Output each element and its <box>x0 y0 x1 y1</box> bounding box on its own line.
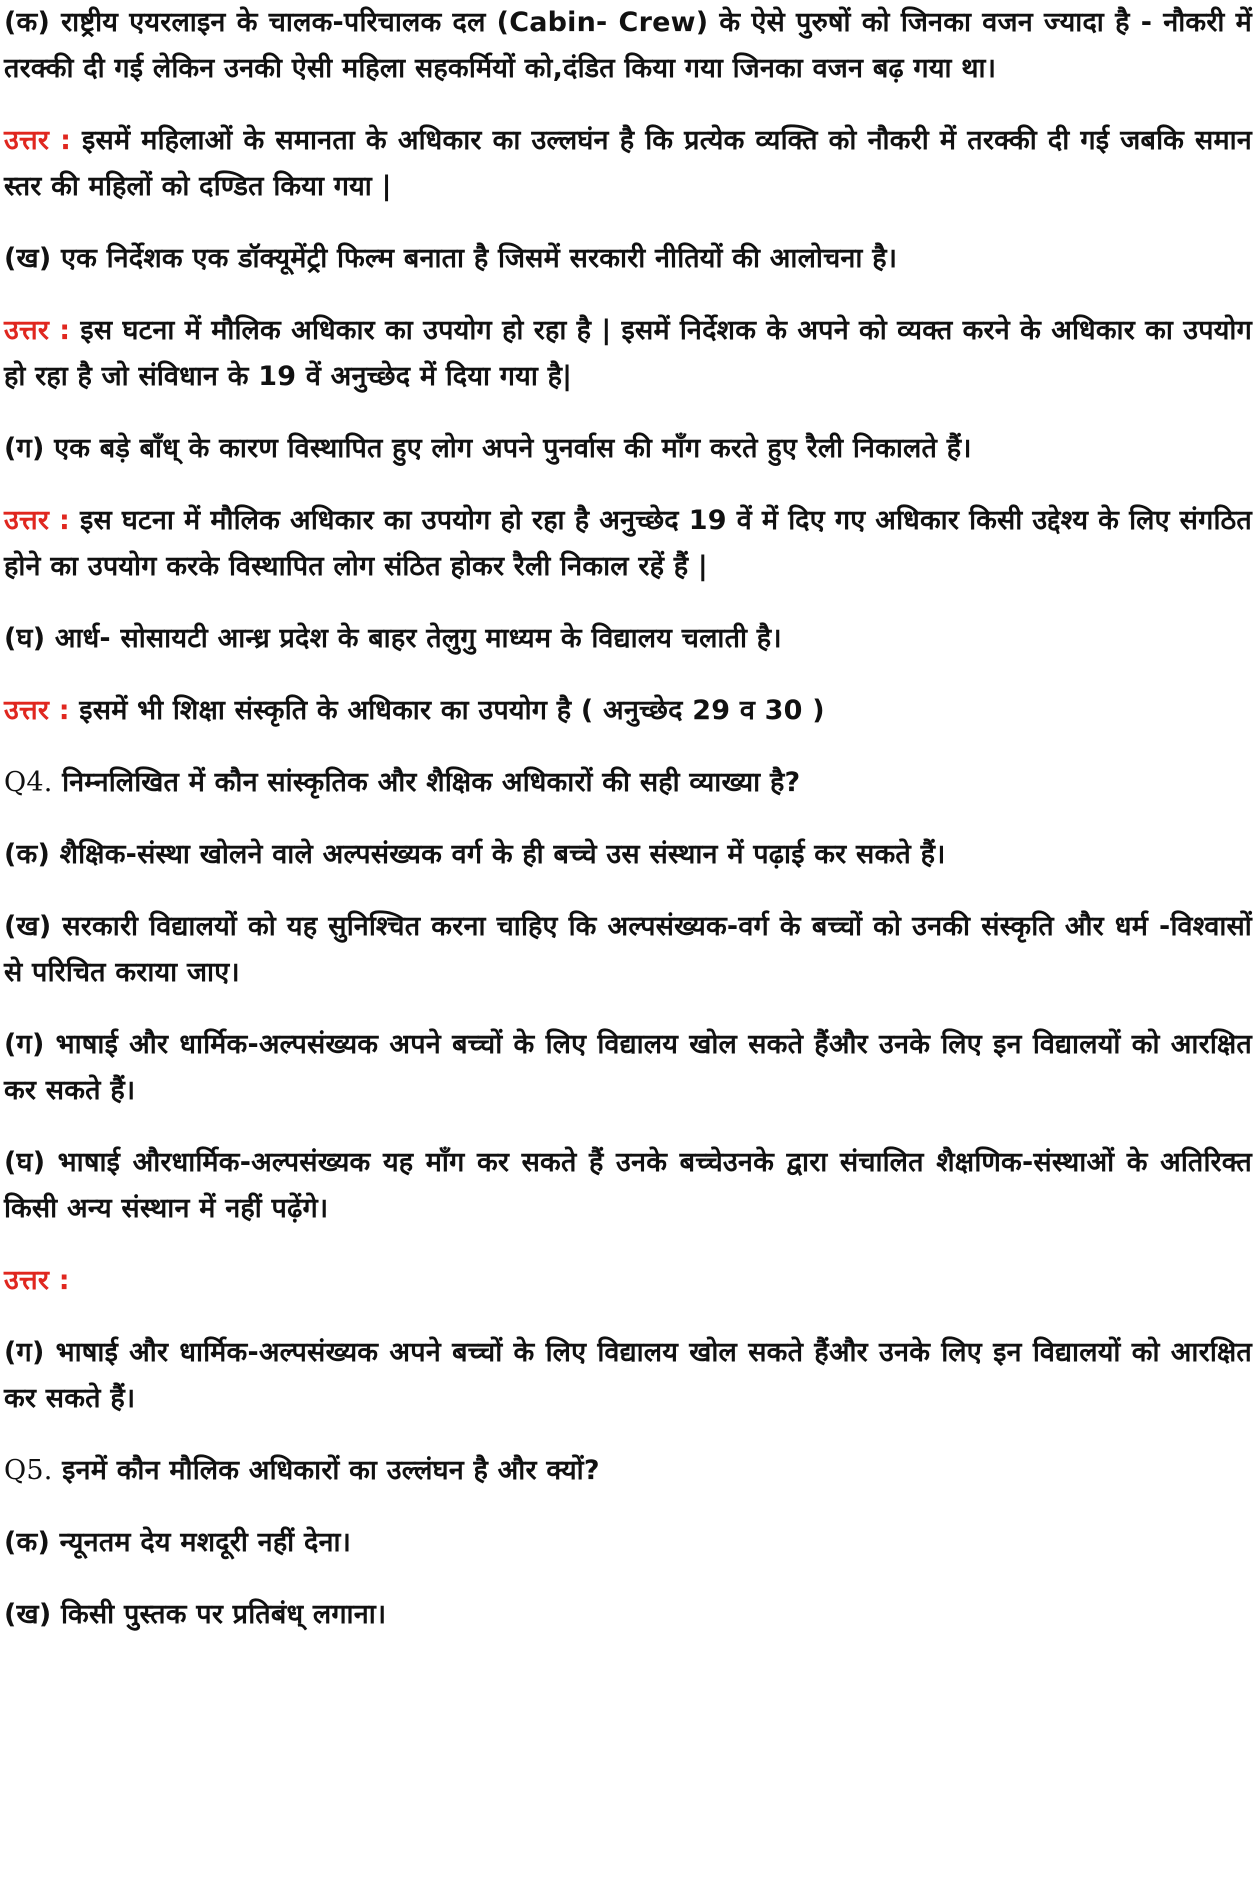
question-number: Q4. <box>4 767 53 798</box>
question-text: इनमें कौन मौलिक अधिकारों का उल्लंघन है और क्यों? <box>52 1455 600 1486</box>
q4-option-gha: (घ) भाषाई औरधार्मिक-अल्पसंख्यक यह माँग कर सकते हैं उनके बच्चेउनके द्वारा संचालित शैक्षणिक-संस्थाओं के अतिरिक्त किसी अन्य संस्थान में नहीं पढ़ेंगे। <box>4 1147 1252 1224</box>
q4-option-kha: (ख) सरकारी विद्यालयों को यह सुनिश्चित करना चाहिए कि अल्पसंख्यक-वर्ग के बच्चों को उनकी संस्कृति और धर्म -विश्वासों से परिचित कराया जाए। <box>4 911 1252 988</box>
answer-text: इसमें भी शिक्षा संस्कृति के अधिकार का उपयोग है ( अनुच्छेद 29 व 30 ) <box>69 695 825 726</box>
question-q4 <box>4 760 1252 806</box>
answer-label: उत्तर : <box>4 695 70 726</box>
answer-label: उत्तर : <box>4 315 71 346</box>
q4-option-ga: (ग) भाषाई और धार्मिक-अल्पसंख्यक अपने बच्चों के लिए विद्यालय खोल सकते हैंऔर उनके लिए इन विद्यालयों को आरक्षित कर सकते हैं। <box>4 1029 1252 1106</box>
answer-paragraph <box>4 308 1252 400</box>
answer-label: उत्तर : <box>4 125 72 156</box>
answer-paragraph <box>4 1258 1252 1304</box>
q4-answer-option-ga: (ग) भाषाई और धार्मिक-अल्पसंख्यक अपने बच्चों के लिए विद्यालय खोल सकते हैंऔर उनके लिए इन विद्यालयों को आरक्षित कर सकते हैं। <box>4 1337 1252 1414</box>
question-number: Q5. <box>4 1455 53 1486</box>
answer-label: उत्तर : <box>4 505 71 536</box>
answer-paragraph <box>4 118 1252 210</box>
answer-text: इस घटना में मौलिक अधिकार का उपयोग हो रहा है | इसमें निर्देशक के अपने को व्यक्त करने के अधिकार का उपयोग हो रहा है जो संविधान के 19 वें अनुच्छेद में दिया गया है| <box>4 315 1252 392</box>
option-kha-director: (ख) एक निर्देशक एक डॉक्यूमेंट्री फिल्म बनाता है जिसमें सरकारी नीतियों की आलोचना है। <box>4 243 898 274</box>
q5-option-ka: (क) न्यूनतम देय मशदूरी नहीं देना। <box>4 1527 352 1558</box>
q5-option-kha: (ख) किसी पुस्तक पर प्रतिबंध् लगाना। <box>4 1599 387 1630</box>
question-text: निम्नलिखित में कौन सांस्कृतिक और शैक्षिक अधिकारों की सही व्याख्या है? <box>52 767 801 798</box>
answer-label: उत्तर : <box>4 1265 70 1296</box>
answer-text: इसमें महिलाओं के समानता के अधिकार का उल्लघंन है कि प्रत्येक व्यक्ति को नौकरी में तरक्की दी गई जबकि समान स्तर की महिलों को दण्डित किया गया | <box>4 125 1252 202</box>
option-gha-society: (घ) आर्ध- सोसायटी आन्ध्र प्रदेश के बाहर तेलुगु माध्यम के विद्यालय चलाती है। <box>4 623 782 654</box>
question-q5 <box>4 1448 1252 1494</box>
option-ga-dam: (ग) एक बड़े बाँध् के कारण विस्थापित हुए लोग अपने पुनर्वास की माँग करते हुए रैली निकालते हैं। <box>4 433 972 464</box>
answer-paragraph <box>4 498 1252 590</box>
answer-paragraph <box>4 688 1252 734</box>
answer-text: इस घटना में मौलिक अधिकार का उपयोग हो रहा है अनुच्छेद 19 वें में दिए गए अधिकार किसी उद्देश्य के लिए संगठित होने का उपयोग करके विस्थापित लोग संठित होकर रैली निकाल रहें हैं | <box>4 505 1252 582</box>
option-ka-airline: (क) राष्ट्रीय एयरलाइन के चालक-परिचालक दल (Cabin- Crew) के ऐसे पुरुषों को जिनका वजन ज्यादा है - नौकरी में तरक्की दी गई लेकिन उनकी ऐसी महिला सहकर्मियों को,दंडित किया गया जिनका वजन बढ़ गया था। <box>4 7 1252 84</box>
q4-option-ka: (क) शैक्षिक-संस्था खोलने वाले अल्पसंख्यक वर्ग के ही बच्चे उस संस्थान में पढ़ाई कर सकते हैं। <box>4 839 946 870</box>
